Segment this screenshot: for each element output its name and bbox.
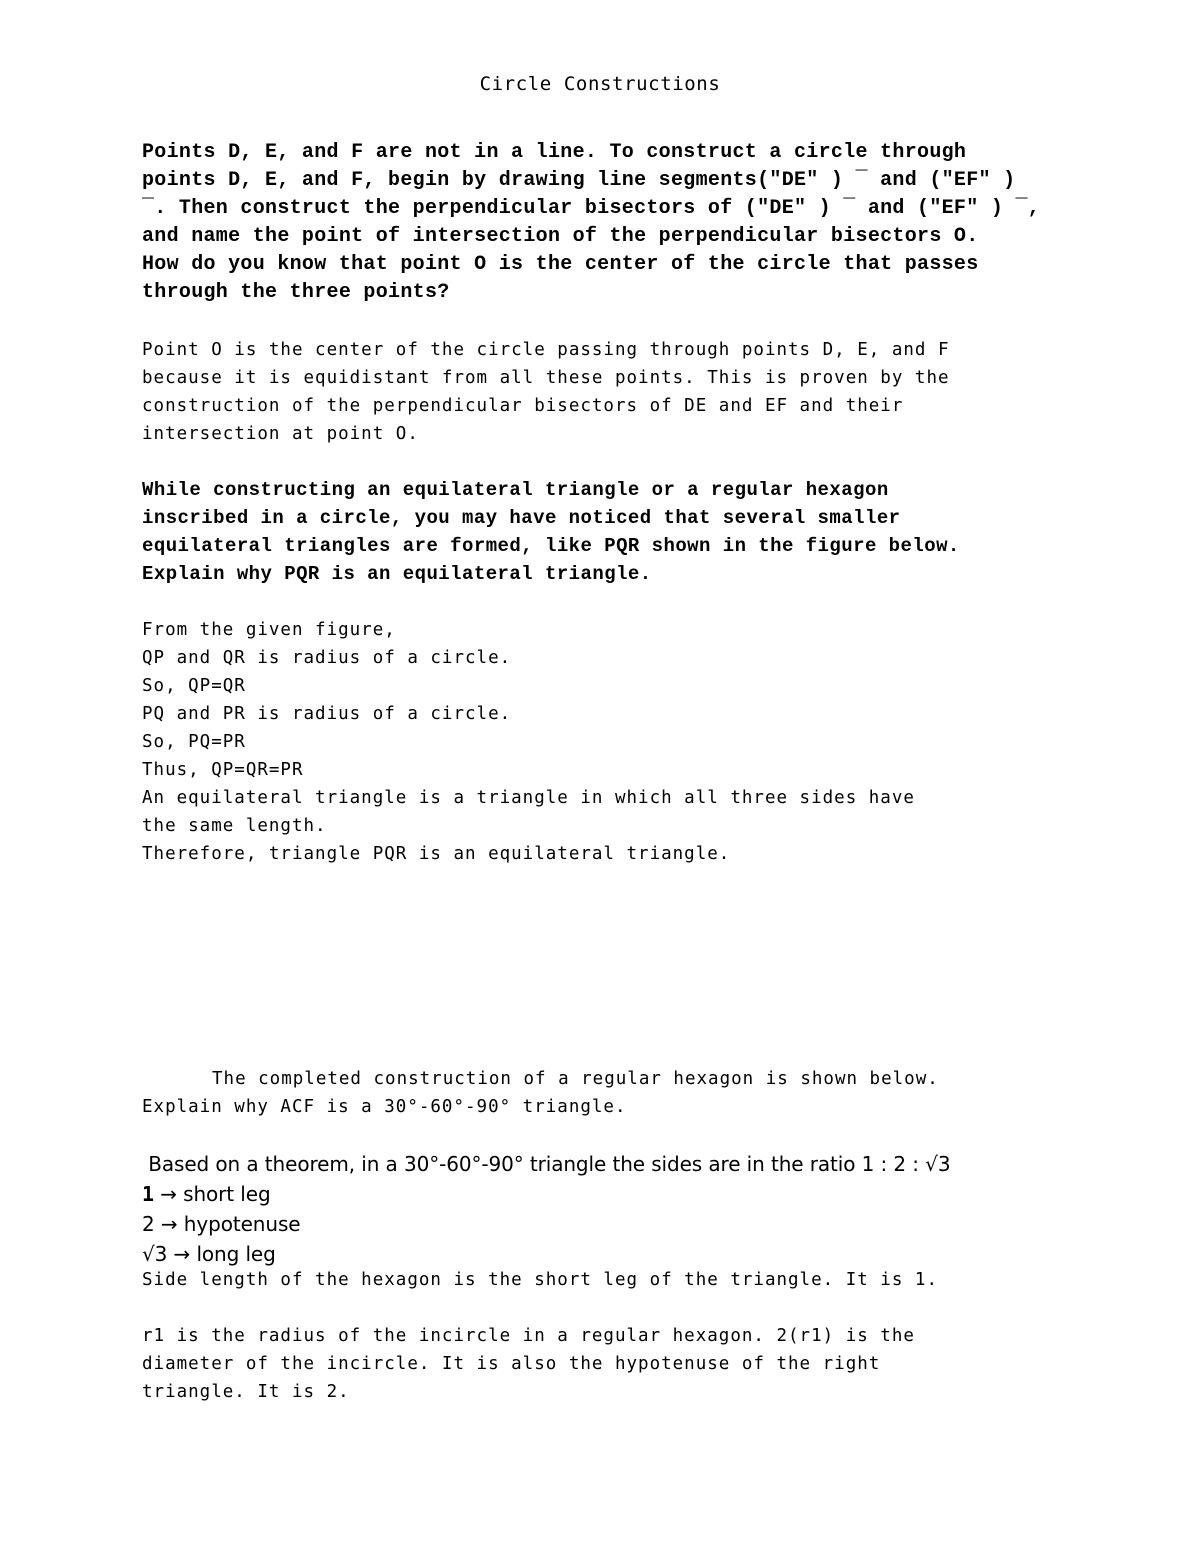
ratio-hypotenuse: 2 → hypotenuse — [142, 1212, 301, 1236]
answer-1 — [142, 336, 1082, 448]
answer-1-line: intersection at point O. — [142, 424, 419, 444]
question-2-line: Explain why PQR is an equilateral triangle. — [142, 563, 652, 585]
answer-2 — [142, 616, 1082, 868]
answer-2-line: PQ and PR is radius of a circle. — [142, 704, 512, 724]
question-3-line: Explain why ACF is a 30°-60°-90° triangle. — [142, 1097, 627, 1117]
answer-2-line: Therefore, triangle PQR is an equilateral triangle. — [142, 844, 731, 864]
answer-2-line: Thus, QP=QR=PR — [142, 760, 304, 780]
answer-2-line: the same length. — [142, 816, 327, 836]
question-1 — [142, 139, 1082, 307]
ratio-short-leg — [142, 1179, 1082, 1209]
answer-3-line: diameter of the incircle. It is also the hypotenuse of the right — [142, 1354, 881, 1374]
answer-2-line: An equilateral triangle is a triangle in which all three sides have — [142, 788, 915, 808]
question-3-line: The completed construction of a regular hexagon is shown below. — [212, 1069, 939, 1089]
answer-3-line: r1 is the radius of the incircle in a regular hexagon. 2(r1) is the — [142, 1326, 915, 1346]
question-1-line: Points D, E, and F are not in a line. To construct a circle through — [142, 141, 967, 164]
question-2-line: equilateral triangles are formed, like PQR shown in the figure below. — [142, 535, 960, 557]
answer-3-line — [142, 1294, 1082, 1322]
answer-3 — [142, 1266, 1082, 1406]
question-1-line: points D, E, and F, begin by drawing line segments("DE" ) ¯ and ("EF" ) — [142, 169, 1016, 192]
ratio-long-leg: √3 → long leg — [142, 1242, 276, 1266]
question-2 — [142, 476, 1082, 588]
question-1-line: and name the point of intersection of the perpendicular bisectors O. — [142, 225, 979, 248]
answer-2-line: So, QP=QR — [142, 676, 246, 696]
answer-2-line: So, PQ=PR — [142, 732, 246, 752]
answer-1-line: Point O is the center of the circle passing through points D, E, and F — [142, 340, 950, 360]
question-1-line: ¯. Then construct the perpendicular bisectors of ("DE" ) ¯ and ("EF" ) ¯, — [142, 197, 1041, 220]
answer-3-line: Side length of the hexagon is the short leg of the triangle. It is 1. — [142, 1270, 938, 1290]
answer-3-line: triangle. It is 2. — [142, 1382, 350, 1402]
page-title: Circle Constructions — [479, 73, 721, 95]
question-3 — [142, 1065, 1082, 1121]
question-1-line: through the three points? — [142, 281, 450, 304]
ratio-short-leg-text: → short leg — [153, 1182, 271, 1206]
answer-2-line: QP and QR is radius of a circle. — [142, 648, 512, 668]
theorem-line: Based on a theorem, in a 30°-60°-90° triangle the sides are in the ratio 1 : 2 : √3 — [142, 1152, 951, 1176]
question-2-line: inscribed in a circle, you may have noticed that several smaller — [142, 507, 901, 529]
answer-2-line: From the given figure, — [142, 620, 396, 640]
question-1-line: How do you know that point O is the center of the circle that passes — [142, 253, 979, 276]
ratio-short-leg-number: 1 — [142, 1182, 154, 1206]
answer-3-theorem — [142, 1149, 1082, 1269]
answer-1-line: because it is equidistant from all these points. This is proven by the — [142, 368, 950, 388]
answer-1-line: construction of the perpendicular bisectors of DE and EF and their — [142, 396, 904, 416]
question-2-line: While constructing an equilateral triangle or a regular hexagon — [142, 479, 889, 501]
